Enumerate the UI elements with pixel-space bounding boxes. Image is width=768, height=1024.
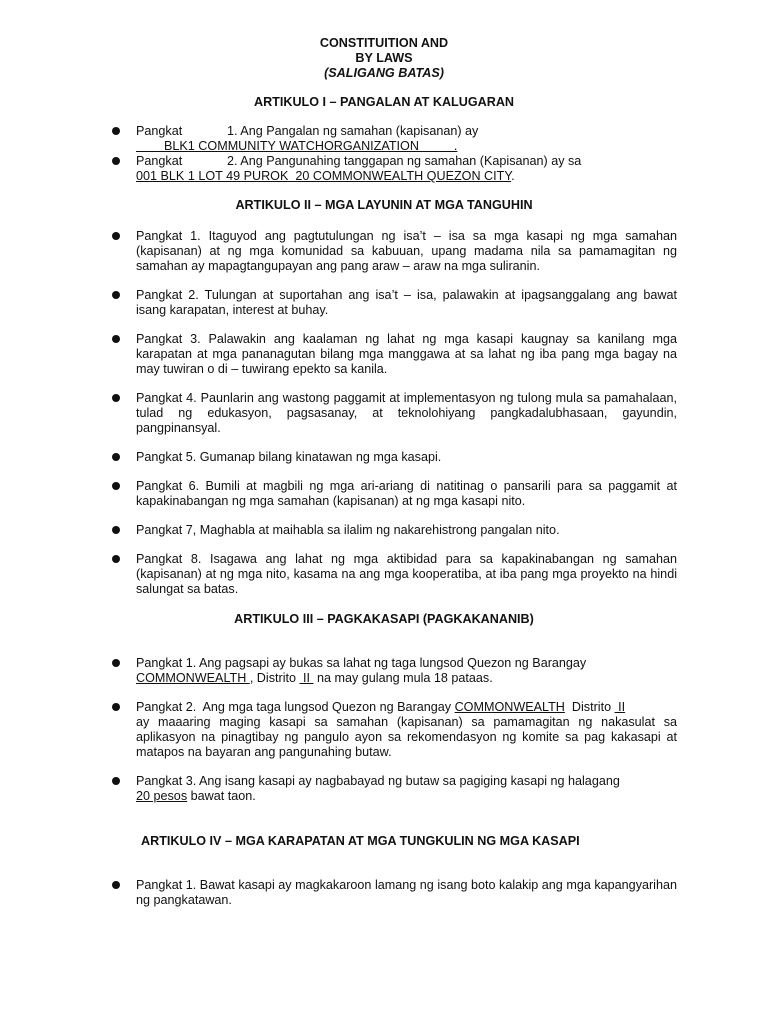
doc-title-line2: BY LAWS [355, 51, 413, 65]
bullet [112, 881, 120, 889]
barangay-name: COMMONWEALTH [136, 671, 250, 685]
article-4-heading: ARTIKULO IV – MGA KARAPATAN AT MGA TUNGKULIN NG MGA KASAPI [141, 834, 580, 848]
a1-p2-text: 2. Ang Pangunahing tanggapan ng samahan (Kapisanan) ay sa [227, 154, 582, 168]
blank-fill [136, 139, 164, 153]
a2-item-7: Pangkat 7, Maghabla at maihabla sa ilalim ng nakarehistrong pangalan nito. [136, 523, 560, 537]
doc-title-line1: CONSTITUITION AND [319, 36, 449, 50]
bullet [112, 777, 120, 785]
a2-item-3: Pangkat 3. Palawakin ang kaalaman ng lahat ng mga kasapi kaugnay sa kanilang mga karapatan at mga pananagutan bilang mga manggawa at sa lahat ng iba pang mga bagay na may tuwiran o di – tuwirang epekto sa kanila. [136, 332, 677, 376]
a3-p3-text: Pangkat 3. Ang isang kasapi ay nagbabayad ng butaw sa pagiging kasapi ng halagang [136, 774, 620, 788]
a4-item-1: Pangkat 1. Bawat kasapi ay magkakaroon lamang ng isang boto kalakip ang mga kapangyarihan ng pangkatawan. [136, 878, 677, 907]
district-number: II [614, 700, 626, 714]
a2-item-2: Pangkat 2. Tulungan at suportahan ang isa’t – isa, palawakin at ipagsanggalang ang bawat isang karapatan, interest at buhay. [136, 288, 677, 317]
a3-p1-text: Pangkat 1. Ang pagsapi ay bukas sa lahat ng taga lungsod Quezon ng Barangay [136, 656, 587, 670]
a3-p2-text-b: Distrito [564, 700, 615, 714]
bullet [112, 291, 120, 299]
office-address: 001 BLK 1 LOT 49 PUROK 20 COMMONWEALTH QUEZON CITY [136, 169, 512, 183]
bullet [112, 555, 120, 563]
barangay-name: COMMONWEALTH [454, 700, 565, 714]
bullet [112, 394, 120, 402]
blank-fill: . [418, 139, 458, 153]
article-2-heading: ARTIKULO II – MGA LAYUNIN AT MGA TANGUHIN [235, 198, 533, 212]
article-1-heading: ARTIKULO I – PANGALAN AT KALUGARAN [253, 95, 515, 109]
a3-item-1 [136, 656, 677, 686]
district-number: II [299, 671, 314, 685]
bullet [112, 482, 120, 490]
a2-item-8: Pangkat 8. Isagawa ang lahat ng mga aktibidad para sa kapakinabangan ng samahan (kapisanan) at ng mga nito, kasama na ang mga kooperatiba, at iba pang mga proyekto na hindi salungat sa batas. [136, 552, 677, 596]
a1-p1-text: 1. Ang Pangalan ng samahan (kapisanan) ay [227, 124, 479, 138]
bullet [112, 335, 120, 343]
a2-item-5: Pangkat 5. Gumanap bilang kinatawan ng mga kasapi. [136, 450, 442, 464]
article-3-heading: ARTIKULO III – PAGKAKASAPI (PAGKAKANANIB) [234, 612, 534, 626]
organization-name: BLK1 COMMUNITY WATCHORGANIZATION [164, 139, 419, 153]
bullet [112, 157, 120, 165]
doc-title-line3: (SALIGANG BATAS) [324, 66, 444, 80]
dues-amount: 20 pesos [136, 789, 188, 803]
bullet [112, 659, 120, 667]
a1-p1-name-line [136, 139, 457, 154]
a3-item-2 [136, 700, 677, 760]
a3-p2-text-c: ay maaaring maging kasapi sa samahan (kapisanan) sa pamamagitan ng nakasulat sa aplikasyon na pinagtibay ng pangulo ayon sa rekomendasyon ng komite sa pag kakasapi at matapos na bayaran ang pangunahing butaw. [136, 715, 677, 759]
a3-item-3 [136, 774, 677, 804]
a1-p2-label: Pangkat [136, 154, 183, 168]
period: . [511, 169, 515, 183]
a3-p1-text-b: , Distrito [249, 671, 300, 685]
a2-item-6: Pangkat 6. Bumili at magbili ng mga ari-ariang di natitinag o pansarili para sa paggamit at kapakinabangan ng mga samahan (kapisanan) at ng mga kasapi nito. [136, 479, 677, 508]
a1-p1-label: Pangkat [136, 124, 183, 138]
bullet [112, 703, 120, 711]
a3-p1-text-c: na may gulang mula 18 pataas. [313, 671, 493, 685]
a3-p3-text-b: bawat taon. [187, 789, 256, 803]
a1-p2-address-line [136, 169, 515, 184]
a3-p2-text: Pangkat 2. Ang mga taga lungsod Quezon ng Barangay [136, 700, 455, 714]
bullet [112, 453, 120, 461]
bullet [112, 127, 120, 135]
a2-item-1: Pangkat 1. Itaguyod ang pagtutulungan ng isa’t – isa sa mga kasapi ng mga samahan (kapisanan) at ng mga komunidad sa kabuuan, upang madama nila sa pamamagitan ng samahan ay mapagtangupayan ang pang araw – araw na mga suliranin. [136, 229, 677, 273]
bullet [112, 526, 120, 534]
bullet [112, 232, 120, 240]
a2-item-4: Pangkat 4. Paunlarin ang wastong paggamit at implementasyon ng tulong mula sa pamahalaan, tulad ng edukasyon, pagsasanay, at teknolohiyang pangkadalubhasaan, gayundin, pangpinansyal. [136, 391, 677, 435]
